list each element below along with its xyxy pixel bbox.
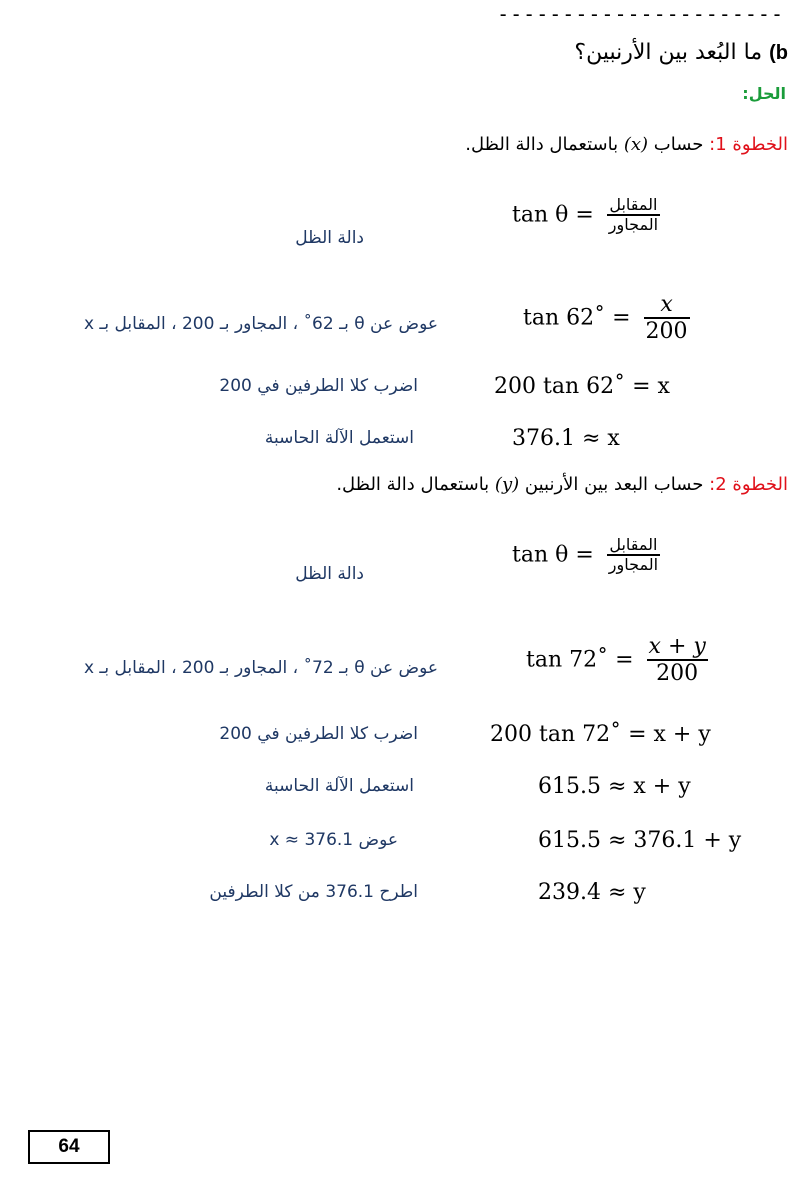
step-2-variable: (y) bbox=[494, 474, 520, 495]
fraction-denominator: 200 bbox=[645, 319, 688, 345]
step-2-title: الخطوة 2: bbox=[709, 474, 788, 495]
step-2-heading bbox=[336, 474, 788, 495]
step-1-note-2: عوض عن θ بـ 62˚ ، المجاور بـ 200 ، المقابل بـ x bbox=[83, 314, 438, 334]
step-1-text-after: باستعمال دالة الظل. bbox=[465, 134, 619, 155]
step-2-equation-5: 615.5 ≈ 376.1 + y bbox=[538, 828, 742, 853]
step-1-note-1: دالة الظل bbox=[295, 228, 364, 248]
step-1-title: الخطوة 1: bbox=[709, 134, 788, 155]
fraction-denominator: 200 bbox=[656, 661, 699, 687]
fraction-numerator: x + y bbox=[648, 634, 706, 659]
solution-label: الحل: bbox=[742, 84, 786, 103]
question-line bbox=[574, 40, 788, 65]
fraction-denominator: المجاور bbox=[608, 215, 659, 235]
step-2-note-1: دالة الظل bbox=[295, 564, 364, 584]
question-letter: b) bbox=[769, 42, 788, 64]
step-1-variable: (x) bbox=[623, 134, 649, 155]
step-1-note-3: اضرب كلا الطرفين في 200 bbox=[219, 376, 418, 396]
step-2-equation-4: 615.5 ≈ x + y bbox=[538, 774, 691, 799]
fraction bbox=[647, 634, 708, 687]
question-text: ما البُعد بين الأرنبين؟ bbox=[574, 40, 763, 65]
step-2-text-before: حساب البعد بين الأرنبين bbox=[524, 474, 704, 495]
step-1-note-4: استعمل الآلة الحاسبة bbox=[264, 428, 414, 448]
step-2-equation-6: 239.4 ≈ y bbox=[538, 880, 646, 905]
step-1-equation-4: 376.1 ≈ x bbox=[512, 426, 620, 451]
step-2-note-6: اطرح 376.1 من كلا الطرفين bbox=[209, 882, 418, 902]
step-1-equation-3: 200 tan 62˚ = x bbox=[494, 374, 670, 399]
fraction bbox=[644, 292, 690, 345]
fraction-numerator: x bbox=[660, 292, 673, 317]
step-1-text-before: حساب bbox=[653, 134, 704, 155]
step-2-note-3: اضرب كلا الطرفين في 200 bbox=[219, 724, 418, 744]
step-2-note-5: عوض x ≈ 376.1 bbox=[269, 830, 398, 850]
step-2-equation-3: 200 tan 72˚ = x + y bbox=[490, 722, 711, 747]
equation-lhs: tan θ = bbox=[512, 202, 594, 228]
equation-lhs: tan 72˚ = bbox=[526, 647, 634, 673]
dashed-separator: ---------------------- bbox=[497, 2, 784, 26]
fraction bbox=[607, 196, 660, 235]
fraction bbox=[607, 536, 660, 575]
step-2-equation-1 bbox=[512, 536, 660, 575]
step-1-heading bbox=[465, 134, 788, 155]
step-2-note-2: عوض عن θ بـ 72˚ ، المجاور بـ 200 ، المقابل بـ x bbox=[83, 658, 438, 678]
fraction-denominator: المجاور bbox=[608, 555, 659, 575]
step-1-equation-2 bbox=[523, 292, 690, 345]
step-2-note-4: استعمل الآلة الحاسبة bbox=[264, 776, 414, 796]
step-2-equation-2 bbox=[526, 634, 708, 687]
page-number: 64 bbox=[28, 1130, 110, 1164]
fraction-numerator: المقابل bbox=[609, 195, 658, 214]
step-2-text-after: باستعمال دالة الظل. bbox=[336, 474, 490, 495]
step-1-equation-1 bbox=[512, 196, 660, 235]
equation-lhs: tan θ = bbox=[512, 542, 594, 568]
fraction-numerator: المقابل bbox=[609, 535, 658, 554]
equation-lhs: tan 62˚ = bbox=[523, 305, 631, 331]
